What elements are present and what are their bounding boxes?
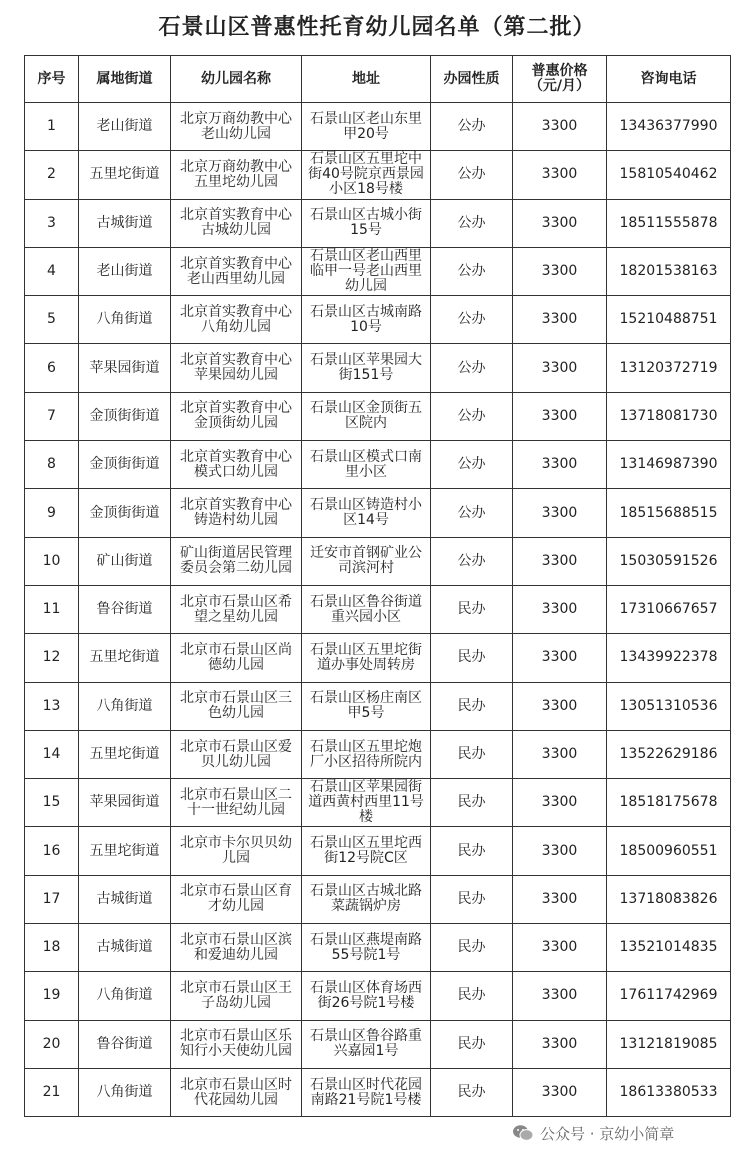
table-row <box>25 489 731 537</box>
cell-phone: 15810540462 <box>607 151 731 199</box>
cell-price: 3300 <box>513 1068 607 1116</box>
cell-name: 北京市石景山区希望之星幼儿园 <box>171 585 302 633</box>
cell-type: 民办 <box>431 924 513 972</box>
cell-street: 金顶街街道 <box>79 489 171 537</box>
table-row <box>25 730 731 778</box>
cell-price: 3300 <box>513 441 607 489</box>
cell-phone: 13718081730 <box>607 392 731 440</box>
cell-street: 鲁谷街道 <box>79 585 171 633</box>
table-row <box>25 875 731 923</box>
cell-no: 7 <box>25 392 79 440</box>
table-row <box>25 634 731 682</box>
cell-address: 石景山区体育场西街26号院1号楼 <box>302 972 431 1020</box>
cell-street: 古城街道 <box>79 199 171 247</box>
cell-phone: 18515688515 <box>607 489 731 537</box>
cell-price: 3300 <box>513 537 607 585</box>
cell-address: 石景山区铸造村小区14号 <box>302 489 431 537</box>
cell-name: 北京首实教育中心苹果园幼儿园 <box>171 344 302 392</box>
table-row <box>25 1068 731 1116</box>
cell-name: 北京市石景山区三色幼儿园 <box>171 682 302 730</box>
cell-phone: 13121819085 <box>607 1020 731 1068</box>
cell-street: 八角街道 <box>79 972 171 1020</box>
cell-price: 3300 <box>513 103 607 151</box>
cell-type: 公办 <box>431 344 513 392</box>
table-row <box>25 441 731 489</box>
cell-name: 北京万商幼教中心老山幼儿园 <box>171 103 302 151</box>
cell-address: 石景山区杨庄南区甲5号 <box>302 682 431 730</box>
cell-phone: 18518175678 <box>607 779 731 827</box>
cell-phone: 17611742969 <box>607 972 731 1020</box>
cell-type: 民办 <box>431 875 513 923</box>
header-price: 普惠价格（元/月） <box>513 56 607 103</box>
cell-street: 八角街道 <box>79 296 171 344</box>
table-row <box>25 199 731 247</box>
cell-no: 1 <box>25 103 79 151</box>
cell-address: 石景山区五里坨中街40号院京西景园小区18号楼 <box>302 151 431 199</box>
cell-phone: 13718083826 <box>607 875 731 923</box>
cell-street: 八角街道 <box>79 1068 171 1116</box>
cell-no: 21 <box>25 1068 79 1116</box>
cell-name: 北京首实教育中心八角幼儿园 <box>171 296 302 344</box>
cell-name: 北京首实教育中心模式口幼儿园 <box>171 441 302 489</box>
header-name: 幼儿园名称 <box>171 56 302 103</box>
cell-no: 19 <box>25 972 79 1020</box>
cell-phone: 13436377990 <box>607 103 731 151</box>
table-row <box>25 972 731 1020</box>
cell-name: 北京市卡尔贝贝幼儿园 <box>171 827 302 875</box>
cell-price: 3300 <box>513 247 607 295</box>
cell-street: 鲁谷街道 <box>79 1020 171 1068</box>
cell-type: 公办 <box>431 537 513 585</box>
cell-address: 石景山区老山西里临甲一号老山西里幼儿园 <box>302 247 431 295</box>
cell-type: 公办 <box>431 247 513 295</box>
cell-address: 石景山区五里坨炮厂小区招待所院内 <box>302 730 431 778</box>
cell-price: 3300 <box>513 924 607 972</box>
cell-address: 石景山区古城小街15号 <box>302 199 431 247</box>
table-row <box>25 344 731 392</box>
cell-name: 北京市石景山区滨和爱迪幼儿园 <box>171 924 302 972</box>
cell-type: 民办 <box>431 1068 513 1116</box>
cell-type: 公办 <box>431 103 513 151</box>
cell-price: 3300 <box>513 392 607 440</box>
cell-phone: 15030591526 <box>607 537 731 585</box>
table-row <box>25 296 731 344</box>
table-row <box>25 924 731 972</box>
cell-no: 15 <box>25 779 79 827</box>
table-row <box>25 103 731 151</box>
cell-street: 古城街道 <box>79 924 171 972</box>
cell-type: 民办 <box>431 827 513 875</box>
cell-phone: 17310667657 <box>607 585 731 633</box>
cell-street: 古城街道 <box>79 875 171 923</box>
cell-address: 石景山区五里坨街道办事处周转房 <box>302 634 431 682</box>
cell-type: 民办 <box>431 779 513 827</box>
cell-price: 3300 <box>513 199 607 247</box>
cell-price: 3300 <box>513 489 607 537</box>
cell-no: 11 <box>25 585 79 633</box>
table-row <box>25 1020 731 1068</box>
cell-phone: 13146987390 <box>607 441 731 489</box>
cell-type: 民办 <box>431 1020 513 1068</box>
cell-type: 公办 <box>431 296 513 344</box>
cell-type: 民办 <box>431 972 513 1020</box>
table-row <box>25 247 731 295</box>
header-phone: 咨询电话 <box>607 56 731 103</box>
cell-type: 公办 <box>431 489 513 537</box>
cell-street: 老山街道 <box>79 103 171 151</box>
table-row <box>25 392 731 440</box>
cell-address: 石景山区时代花园南路21号院1号楼 <box>302 1068 431 1116</box>
cell-name: 北京首实教育中心老山西里幼儿园 <box>171 247 302 295</box>
cell-address: 迁安市首钢矿业公司滨河村 <box>302 537 431 585</box>
cell-no: 13 <box>25 682 79 730</box>
cell-no: 6 <box>25 344 79 392</box>
cell-address: 石景山区老山东里甲20号 <box>302 103 431 151</box>
cell-type: 公办 <box>431 151 513 199</box>
cell-price: 3300 <box>513 779 607 827</box>
cell-type: 公办 <box>431 199 513 247</box>
cell-phone: 18511555878 <box>607 199 731 247</box>
table-row <box>25 779 731 827</box>
cell-no: 14 <box>25 730 79 778</box>
watermark-text: 公众号 · 京幼小简章 <box>540 1124 675 1143</box>
cell-phone: 18201538163 <box>607 247 731 295</box>
cell-price: 3300 <box>513 296 607 344</box>
cell-no: 4 <box>25 247 79 295</box>
cell-price: 3300 <box>513 875 607 923</box>
watermark <box>512 1120 674 1146</box>
cell-no: 3 <box>25 199 79 247</box>
cell-name: 北京万商幼教中心五里坨幼儿园 <box>171 151 302 199</box>
cell-street: 五里坨街道 <box>79 730 171 778</box>
cell-address: 石景山区金顶街五区院内 <box>302 392 431 440</box>
cell-no: 18 <box>25 924 79 972</box>
cell-no: 10 <box>25 537 79 585</box>
cell-street: 老山街道 <box>79 247 171 295</box>
cell-street: 金顶街街道 <box>79 392 171 440</box>
cell-street: 金顶街街道 <box>79 441 171 489</box>
cell-price: 3300 <box>513 151 607 199</box>
cell-type: 民办 <box>431 682 513 730</box>
cell-name: 北京市石景山区王子岛幼儿园 <box>171 972 302 1020</box>
cell-no: 5 <box>25 296 79 344</box>
cell-price: 3300 <box>513 634 607 682</box>
table-row <box>25 682 731 730</box>
cell-no: 9 <box>25 489 79 537</box>
cell-phone: 13521014835 <box>607 924 731 972</box>
cell-phone: 13051310536 <box>607 682 731 730</box>
table-row <box>25 827 731 875</box>
cell-type: 民办 <box>431 634 513 682</box>
cell-phone: 13522629186 <box>607 730 731 778</box>
table-row <box>25 585 731 633</box>
cell-street: 八角街道 <box>79 682 171 730</box>
cell-type: 公办 <box>431 441 513 489</box>
table-row <box>25 151 731 199</box>
cell-type: 民办 <box>431 730 513 778</box>
cell-phone: 13439922378 <box>607 634 731 682</box>
cell-no: 17 <box>25 875 79 923</box>
cell-name: 北京市石景山区二十一世纪幼儿园 <box>171 779 302 827</box>
cell-name: 北京首实教育中心铸造村幼儿园 <box>171 489 302 537</box>
cell-street: 矿山街道 <box>79 537 171 585</box>
page-title: 石景山区普惠性托育幼儿园名单（第二批） <box>158 15 596 40</box>
cell-price: 3300 <box>513 682 607 730</box>
table-row <box>25 537 731 585</box>
cell-street: 五里坨街道 <box>79 634 171 682</box>
cell-name: 北京首实教育中心古城幼儿园 <box>171 199 302 247</box>
cell-name: 北京市石景山区爱贝儿幼儿园 <box>171 730 302 778</box>
cell-price: 3300 <box>513 1020 607 1068</box>
cell-type: 民办 <box>431 585 513 633</box>
cell-no: 16 <box>25 827 79 875</box>
cell-price: 3300 <box>513 585 607 633</box>
cell-name: 北京市石景山区乐知行小天使幼儿园 <box>171 1020 302 1068</box>
cell-address: 石景山区鲁谷路重兴嘉园1号 <box>302 1020 431 1068</box>
cell-price: 3300 <box>513 972 607 1020</box>
cell-name: 北京市石景山区尚德幼儿园 <box>171 634 302 682</box>
cell-phone: 18500960551 <box>607 827 731 875</box>
cell-price: 3300 <box>513 827 607 875</box>
cell-address: 石景山区古城南路10号 <box>302 296 431 344</box>
cell-phone: 18613380533 <box>607 1068 731 1116</box>
header-street: 属地街道 <box>79 56 171 103</box>
cell-name: 北京市石景山区育才幼儿园 <box>171 875 302 923</box>
cell-name: 北京首实教育中心金顶街幼儿园 <box>171 392 302 440</box>
table-header-row <box>25 56 731 103</box>
cell-name: 北京市石景山区时代花园幼儿园 <box>171 1068 302 1116</box>
cell-street: 五里坨街道 <box>79 151 171 199</box>
cell-address: 石景山区燕堤南路55号院1号 <box>302 924 431 972</box>
cell-address: 石景山区苹果园街道西黄村西里11号楼 <box>302 779 431 827</box>
header-no: 序号 <box>25 56 79 103</box>
header-type: 办园性质 <box>431 56 513 103</box>
cell-phone: 13120372719 <box>607 344 731 392</box>
cell-phone: 15210488751 <box>607 296 731 344</box>
cell-street: 五里坨街道 <box>79 827 171 875</box>
cell-address: 石景山区五里坨西街12号院C区 <box>302 827 431 875</box>
header-address: 地址 <box>302 56 431 103</box>
kindergarten-table <box>24 55 731 1117</box>
cell-price: 3300 <box>513 344 607 392</box>
cell-no: 2 <box>25 151 79 199</box>
wechat-icon <box>512 1124 534 1142</box>
cell-address: 石景山区鲁谷街道重兴园小区 <box>302 585 431 633</box>
cell-address: 石景山区模式口南里小区 <box>302 441 431 489</box>
cell-address: 石景山区苹果园大街151号 <box>302 344 431 392</box>
cell-no: 8 <box>25 441 79 489</box>
cell-name: 矿山街道居民管理委员会第二幼儿园 <box>171 537 302 585</box>
cell-no: 20 <box>25 1020 79 1068</box>
cell-street: 苹果园街道 <box>79 779 171 827</box>
cell-price: 3300 <box>513 730 607 778</box>
cell-type: 公办 <box>431 392 513 440</box>
cell-street: 苹果园街道 <box>79 344 171 392</box>
cell-address: 石景山区古城北路菜蔬锅炉房 <box>302 875 431 923</box>
cell-no: 12 <box>25 634 79 682</box>
